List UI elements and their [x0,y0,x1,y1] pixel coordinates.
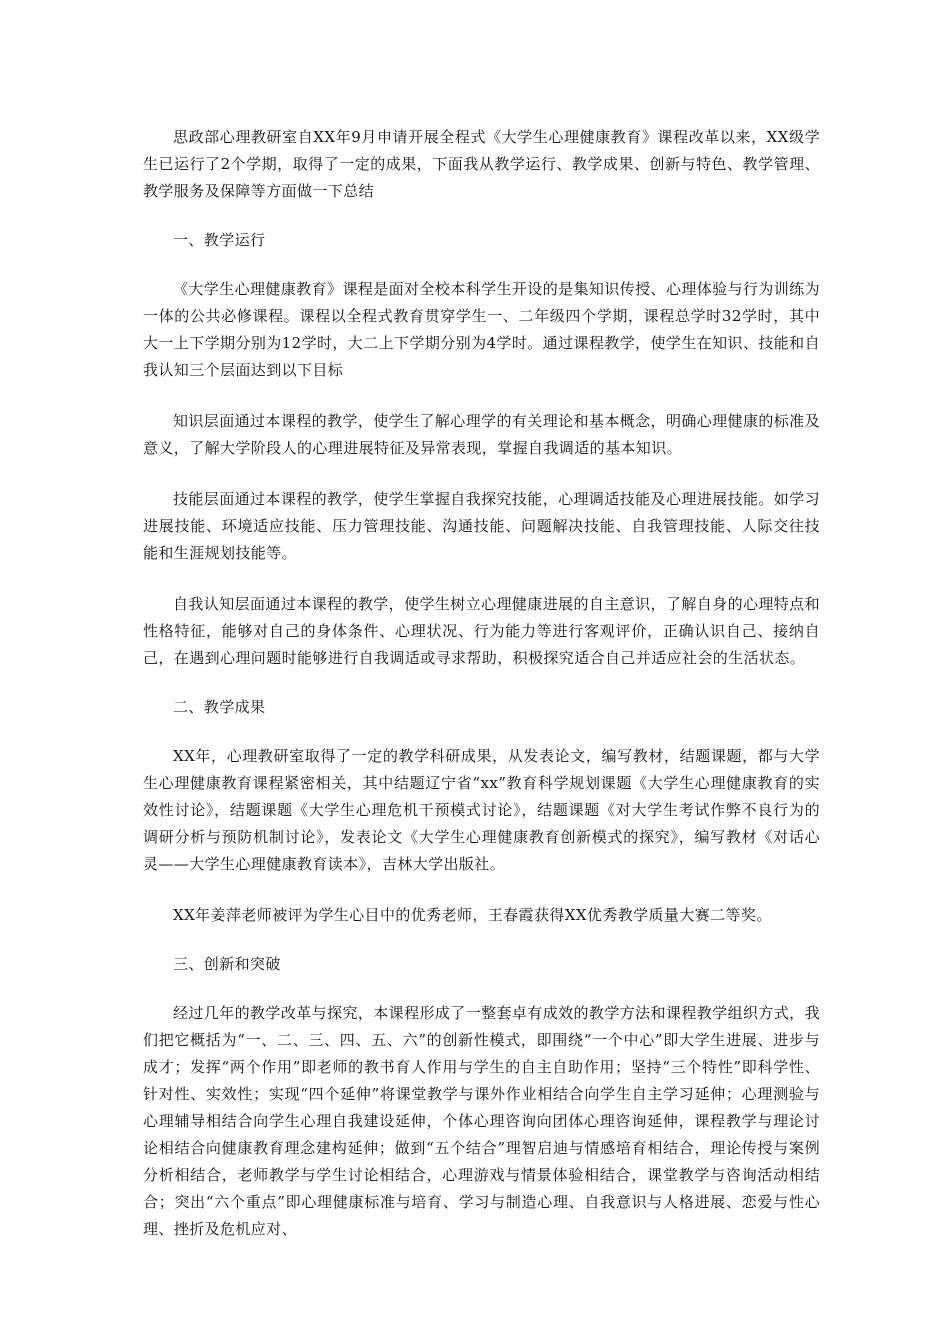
intro-paragraph: 思政部心理教研室自XX年9月申请开展全程式《大学生心理健康教育》课程改革以来，XX级学生已运行了2个学期，取得了一定的成果，下面我从教学运行、教学成果、创新与特色、教学管理、教学服务及保障等方面做一下总结 [143,128,820,200]
innovation-model-paragraph: 经过几年的教学改革与探究，本课程形成了一整套卓有成效的教学方法和课程教学组织方式，我们把它概括为“一、二、三、四、五、六”的创新性模式，即围绕“一个中心”即大学生进展、进步与成才；发挥“两个作用”即老师的教书育人作用与学生的自主自助作用；坚持“三个特性”即科学性、针对性、实效性；实现“四个延伸”将课堂教学与课外作业相结合向学生自主学习延伸；心理测验与心理辅导相结合向学生心理自我建设延伸，个体心理咨询向团体心理咨询延伸，课程教学与理论讨论相结合向健康教育理念建构延伸；做到“五个结合”理智启迪与情感培育相结合，理论传授与案例分析相结合，老师教学与学生讨论相结合，心理游戏与情景体验相结合，课堂教学与咨询活动相结合；突出“六个重点”即心理健康标准与培育、学习与制造心理、自我意识与人格进展、恋爱与性心理、挫折及危机应对、 [143,1004,820,1238]
section-heading-teaching-operation: 一、教学运行 [173,231,266,249]
course-overview-paragraph: 《大学生心理健康教育》课程是面对全校本科学生开设的是集知识传授、心理体验与行为训练为一体的公共必修课程。课程以全程式教育贯穿学生一、二年级四个学期，课程总学时32学时，其中大一上下学期分别为12学时，大二上下学期分别为4学时。通过课程教学，使学生在知识、技能和自我认知三个层面达到以下目标 [143,280,820,379]
knowledge-level-paragraph: 知识层面通过本课程的教学，使学生了解心理学的有关理论和基本概念，明确心理健康的标准及意义，了解大学阶段人的心理进展特征及异常表现，掌握自我调适的基本知识。 [143,412,820,457]
skill-level-paragraph: 技能层面通过本课程的教学，使学生掌握自我探究技能，心理调适技能及心理进展技能。如学习进展技能、环境适应技能、压力管理技能、沟通技能、问题解决技能、自我管理技能、人际交往技能和生涯规划技能等。 [143,490,820,562]
section-heading-teaching-results: 二、教学成果 [173,698,266,716]
awards-paragraph: XX年姜萍老师被评为学生心目中的优秀老师，王春霞获得XX优秀教学质量大赛二等奖。 [173,906,772,924]
self-cognition-paragraph: 自我认知层面通过本课程的教学，使学生树立心理健康进展的自主意识，了解自身的心理特点和性格特征，能够对自己的身体条件、心理状况、行为能力等进行客观评价，正确认识自己、接纳自己，在遇到心理问题时能够进行自我调适或寻求帮助，积极探究适合自己并适应社会的生活状态。 [143,595,820,667]
section-heading-innovation: 三、创新和突破 [173,955,281,973]
research-results-paragraph: XX年，心理教研室取得了一定的教学科研成果，从发表论文，编写教材，结题课题，都与大学生心理健康教育课程紧密相关，其中结题辽宁省“xx”教育科学规划课题《大学生心理健康教育的实效性讨论》，结题课题《大学生心理危机干预模式讨论》，结题课题《对大学生考试作弊不良行为的调研分析与预防机制讨论》，发表论文《大学生心理健康教育创新模式的探究》，编写教材《对话心灵——大学生心理健康教育读本》，吉林大学出版社。 [143,747,820,873]
